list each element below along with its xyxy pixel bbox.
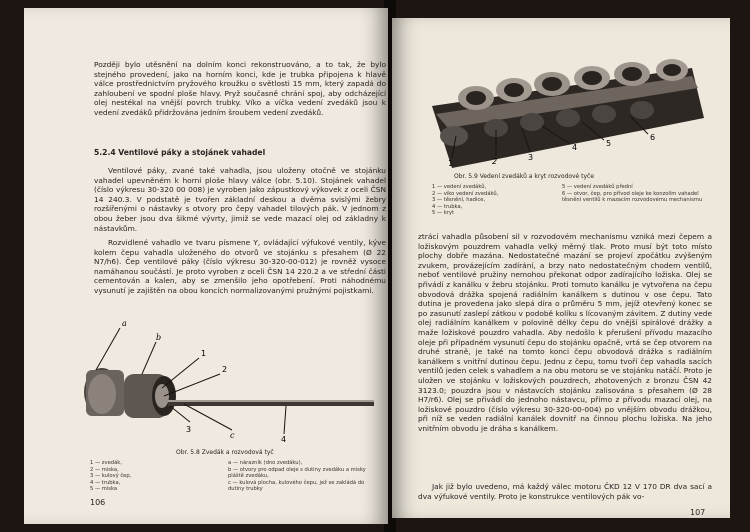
callout-2: 2 (492, 157, 498, 166)
pushrod-part (168, 400, 374, 406)
callout-4: 4 (572, 143, 578, 152)
callout-6: 6 (650, 133, 656, 142)
callout-c: c (230, 431, 235, 440)
left-page (24, 8, 388, 524)
cup-part (124, 374, 176, 418)
legend-item: 1 — zvedák, (90, 460, 122, 466)
figure-lifter-guide (392, 18, 730, 168)
lifter-guide-casting (432, 59, 704, 168)
legend-right (562, 184, 712, 204)
legend-item: 4 — trubka, (90, 479, 121, 486)
legend-item: 5 — kryt (432, 210, 455, 217)
callout-3: 3 (186, 425, 192, 434)
legend-right (228, 460, 376, 493)
legend-item: 2 — víko vedení zvedáků, (432, 190, 499, 197)
legend-item: b — otvory pro odpad oleje s dutiny zvedáku a misky pláště zvedáku, (228, 466, 366, 480)
legend-item: 1 — vedení zvedáků, (432, 184, 487, 190)
callout-4: 4 (281, 435, 287, 444)
lifter-cylinder-part (84, 368, 124, 416)
right-page (392, 18, 730, 518)
legend-item: 3 — kulový čep, (90, 473, 132, 480)
legend-item: 5 — vedení zvedáků přední (562, 184, 633, 190)
legend-item: těsnění ventilů k mazacím rozvodovému mechanismu (562, 197, 703, 204)
figure-caption-5-8: Obr. 5.8 Zvedák a rozvodová tyč (176, 449, 274, 456)
callout-5: 5 (606, 139, 612, 148)
paragraph-2: Rozvidlené vahadlo ve tvaru písmene Y, ovládající výfukové ventily, kýve kolem čepu vahadla uloženého do otvorů ve stojánku s přesahem (Ø 22 N7/h6). Čep ventilové páky (číslo výkresu 30-320-00-012) je rovněž vysoce namáhanou součástí. Je proto vyroben z oceli ČSN 14 220.2 a ve střední části cementován a kalen, aby se zmenšilo jeho opotřebení. Proti náhodnému vysunutí je zajištěn na obou koncích normalizovanými pružnými pojistkami. (94, 238, 386, 295)
legend-item: a — nárazník (dno zvedáku), (228, 460, 303, 466)
callout-1: 1 (448, 159, 454, 168)
callout-b: b (156, 333, 162, 342)
legend-item: 6 — otvor, čep, pro přívod oleje ke konzolím vahadel (562, 190, 699, 197)
legend-item: 3 — těsnění, hadice, (432, 197, 486, 204)
section-heading: 5.2.4 Ventilové páky a stojánek vahadel (94, 148, 266, 157)
legend-item: 5 — miska (90, 486, 118, 493)
page-number-right: 107 (690, 508, 706, 517)
callout-a: a (122, 319, 127, 328)
legend-item: 2 — miska, (90, 466, 119, 473)
legend-item: c — kulová plocha, kulového čepu, jež se zakládá do dutiny trubky (228, 479, 365, 493)
legend-left (90, 460, 178, 493)
paragraph-top: Později bylo utěsnění na dolním konci rekonstruováno, a to tak, že bylo stejného provedení, jako na horním konci, kde je trubka připojena k hlavě válce prostřednictvím pryžového kroužku o světlosti 15 mm, který zapadá do zahloubení ve spodní ploše hlavy. Pryž současně chrání spoj, aby odcházející olej nestékal na vnější povrch trubky. Víko a víčka vedení zvedáků jsou k vedení zvedáků přidržována jedním šroubem vedení zvedáků. (94, 60, 386, 117)
figure-caption-5-9: Obr. 5.9 Vedení zvedáků a kryt rozvodové tyče (454, 173, 595, 180)
callout-2: 2 (222, 365, 228, 374)
body-end: Jak již bylo uvedeno, má každý válec motoru ČKD 12 V 170 DR dva sací a dva výfukové ventily. Proto je konstrukce ventilových pák vo- (418, 482, 712, 501)
callout-1: 1 (201, 349, 207, 358)
callout-3: 3 (528, 153, 534, 162)
page-number-left: 106 (90, 498, 106, 507)
body-text: ztrácí vahadla působení sil v rozvodovém mechanismu vzniká mezi čepem a ložiskovým pouzdrem vahadla velký měrný tlak. Proto musí být toto místo plochy dobře mazána. Nedostatečné mazání se projeví zpočátku zvýšeným zvukem, provázejícím zadírání, a brzy nato nedostatečným chodem ventilů, neboť ventilové pružiny nemohou překonat odpor zadírajícího ložiska. Olej se přivádí z kanálku v žebru stojánku. Proti tomuto kanálku je vytvořena na čepu obvodová drážka spojená radiálním kanálkem s dutinou v ose čepu. Tato dutina je provedena jako slepá díra o průměru 5 mm, jejíž otevřený konec se po zasunutí zaslepí zátkou v podobě kolíku s lícovaným závitem. Z dutiny vede olej radiálním kanálkem v polovině délky čepu do vnější spirálové drážky a maže ložiskové pouzdro vahadla. Aby nedošlo k přerušení přívodu mazacího oleje při případném vysunutí čepu do stojánku opačně, vrtá se čep otvorem na druhé straně, je také na tomto konci čepu obvodová drážka s radiálním kanálkem s vnitřní dutinou čepu. Jednu z čepu, tomu tvoří čep vahadla sacích ventilů jeden celek s vahadlem a na obu motoru se ve stojánku natáčí. Proto je uložen ve stojánku v ložiskových pouzdrech, zhotovených z bronzu ČSN 42 3123.0; pouzdra jsou v nástavcích stojánku zalisována s přesahem (Ø 28 H7/r6). Olej se přivádí do jednoho nástavcu, přímo z přívodu mazací olej, na ložiskové pouzdro (číslo výkresu 30-320-00-004) po vnějším obvodu drážkou, při níž se veden radiální kanálek dovnitř na činnou plochu ložiska. Na jeho vnitřním obvodu je dráha s kanálkem. (418, 232, 712, 433)
paragraph-1: Ventilové páky, zvané také vahadla, jsou uloženy otočně ve stojánku vahadel upevněném k horní ploše hlavy válce (obr. 5.10). Stojánek vahadel (číslo výkresu 30-320 00 008) je vyroben jako zápustkový výkovek z oceli ČSN 14 240.3. V podstatě je tvořen základní deskou a dvěma svislými žebry rozšířenými o nástavky s otvory pro čepy vahadel tilových pák. V jednom z obou žeber jsou dva šikmé vývrty, jimiž se vede mazací olej od základny k nástavkům. (94, 166, 386, 233)
legend-left (432, 184, 542, 217)
legend-item: 4 — trubka, (432, 203, 463, 210)
